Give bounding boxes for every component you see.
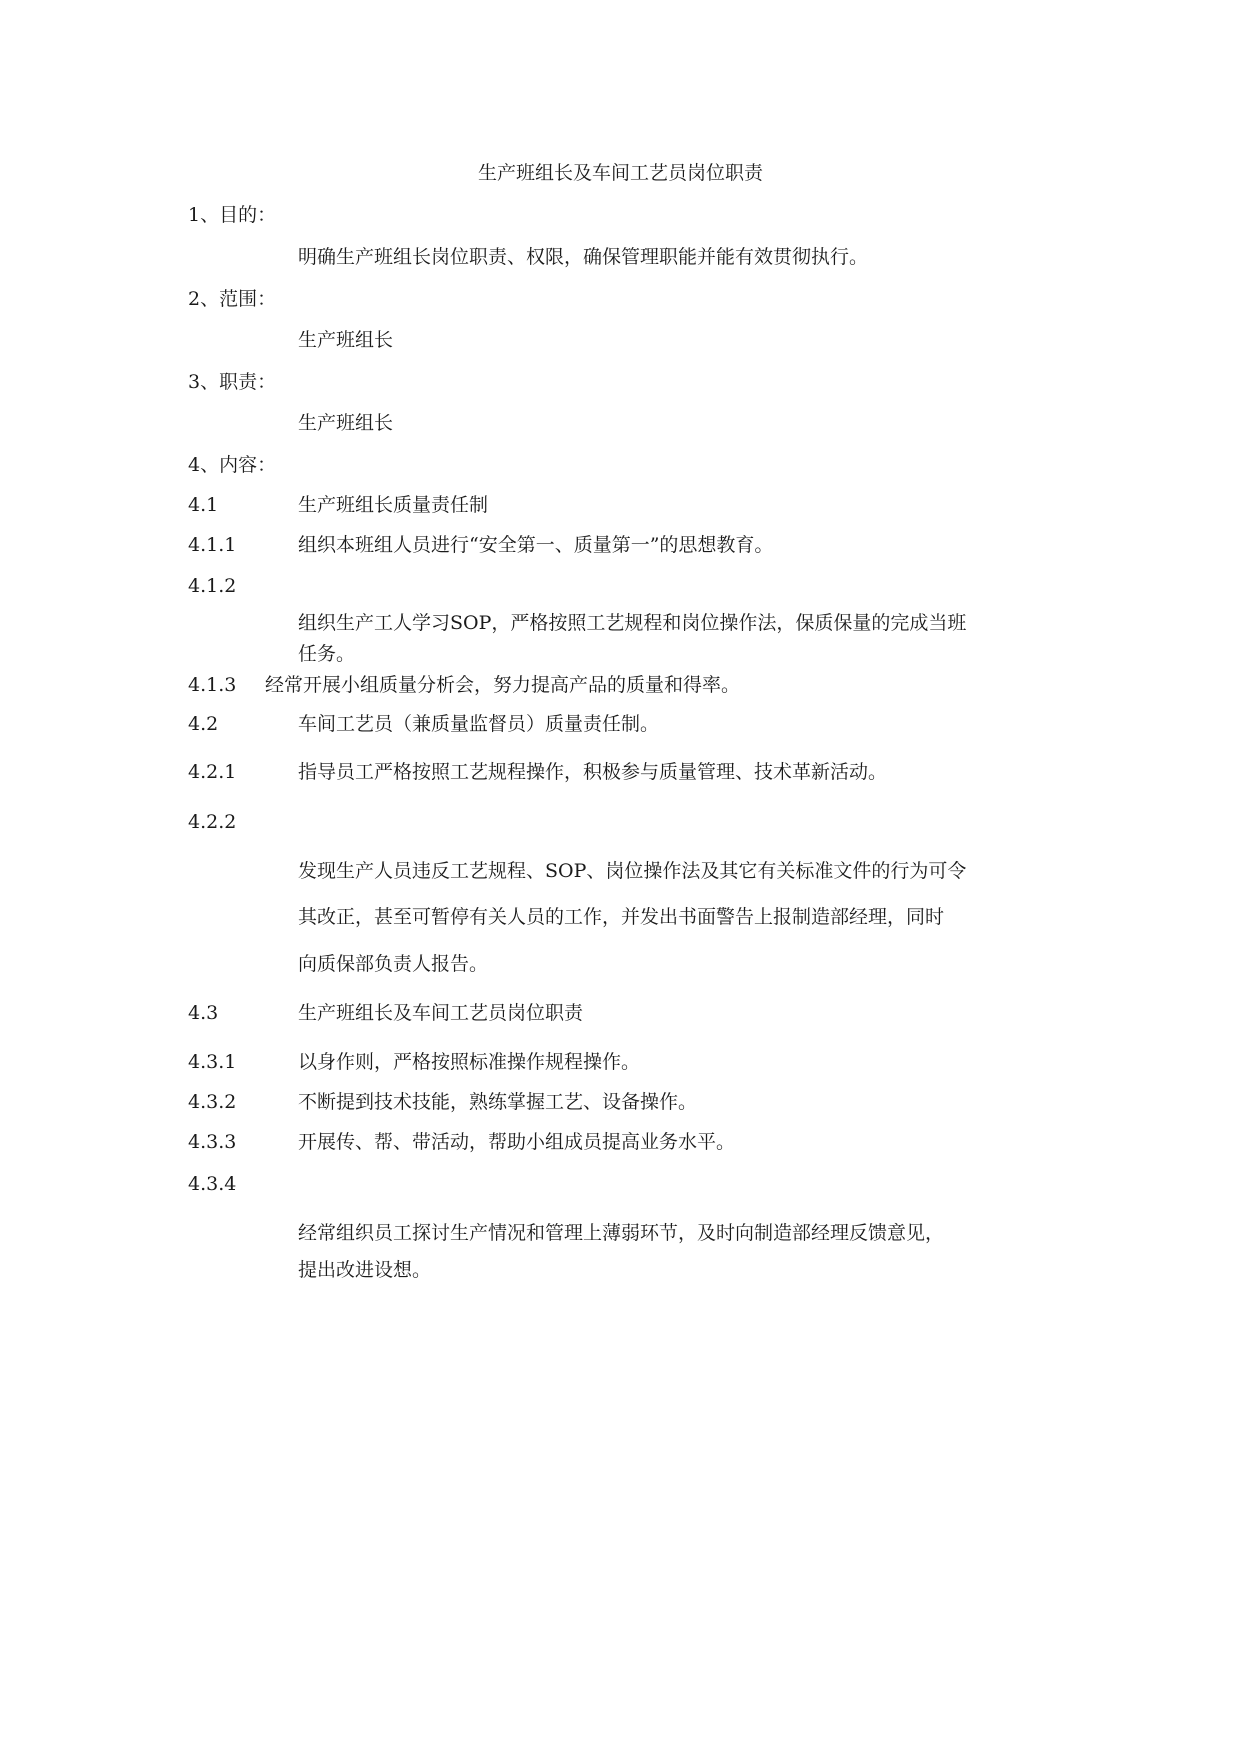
section-4-3-number: 4.3 (188, 1002, 219, 1024)
section-4-3-1-number: 4.3.1 (188, 1051, 237, 1073)
section-4-1-text: 生产班组长质量责任制 (298, 494, 489, 516)
section-4-heading: 4、内容： (188, 454, 277, 476)
section-4-1-1-number: 4.1.1 (188, 534, 237, 556)
section-4-1-3-text: 经常开展小组质量分析会，努力提高产品的质量和得率。 (265, 674, 741, 696)
section-4-2-2-line1: 发现生产人员违反工艺规程、SOP、岗位操作法及其它有关标准文件的行为可令 (298, 860, 967, 882)
section-4-2-2-line2: 其改正，甚至可暂停有关人员的工作，并发出书面警告上报制造部经理，同时 (298, 906, 945, 928)
section-4-3-4-line2: 提出改进设想。 (298, 1259, 432, 1281)
section-4-1-number: 4.1 (188, 494, 219, 516)
section-4-1-3-number: 4.1.3 (188, 674, 237, 696)
section-4-2-2-number: 4.2.2 (188, 811, 237, 833)
section-4-1-2-line1: 组织生产工人学习SOP，严格按照工艺规程和岗位操作法，保质保量的完成当班 (298, 612, 967, 634)
section-4-2-2-line3: 向质保部负责人报告。 (298, 953, 489, 975)
section-3-text: 生产班组长 (298, 412, 394, 434)
section-4-3-4-line1: 经常组织员工探讨生产情况和管理上薄弱环节，及时向制造部经理反馈意见， (298, 1222, 945, 1244)
section-2-text: 生产班组长 (298, 329, 394, 351)
section-4-3-text: 生产班组长及车间工艺员岗位职责 (298, 1002, 584, 1024)
section-4-2-number: 4.2 (188, 713, 219, 735)
section-4-3-4-number: 4.3.4 (188, 1173, 237, 1195)
section-4-3-2-text: 不断提到技术技能，熟练掌握工艺、设备操作。 (298, 1091, 698, 1113)
section-4-1-2-number: 4.1.2 (188, 575, 237, 597)
section-4-3-3-number: 4.3.3 (188, 1131, 237, 1153)
section-3-heading: 3、职责： (188, 371, 277, 393)
section-4-1-1-text: 组织本班组人员进行“安全第一、质量第一”的思想教育。 (298, 534, 774, 556)
section-4-3-3-text: 开展传、帮、带活动，帮助小组成员提高业务水平。 (298, 1131, 736, 1153)
section-4-2-1-text: 指导员工严格按照工艺规程操作，积极参与质量管理、技术革新活动。 (298, 761, 888, 783)
section-2-heading: 2、范围： (188, 288, 277, 310)
section-4-2-1-number: 4.2.1 (188, 761, 237, 783)
section-4-3-2-number: 4.3.2 (188, 1091, 237, 1113)
section-1-text: 明确生产班组长岗位职责、权限，确保管理职能并能有效贯彻执行。 (298, 246, 869, 268)
section-4-2-text: 车间工艺员（兼质量监督员）质量责任制。 (298, 713, 660, 735)
section-1-heading: 1、目的： (188, 204, 277, 226)
document-title: 生产班组长及车间工艺员岗位职责 (477, 162, 763, 184)
section-4-1-2-line2: 任务。 (298, 643, 356, 665)
section-4-3-1-text: 以身作则，严格按照标准操作规程操作。 (298, 1051, 641, 1073)
